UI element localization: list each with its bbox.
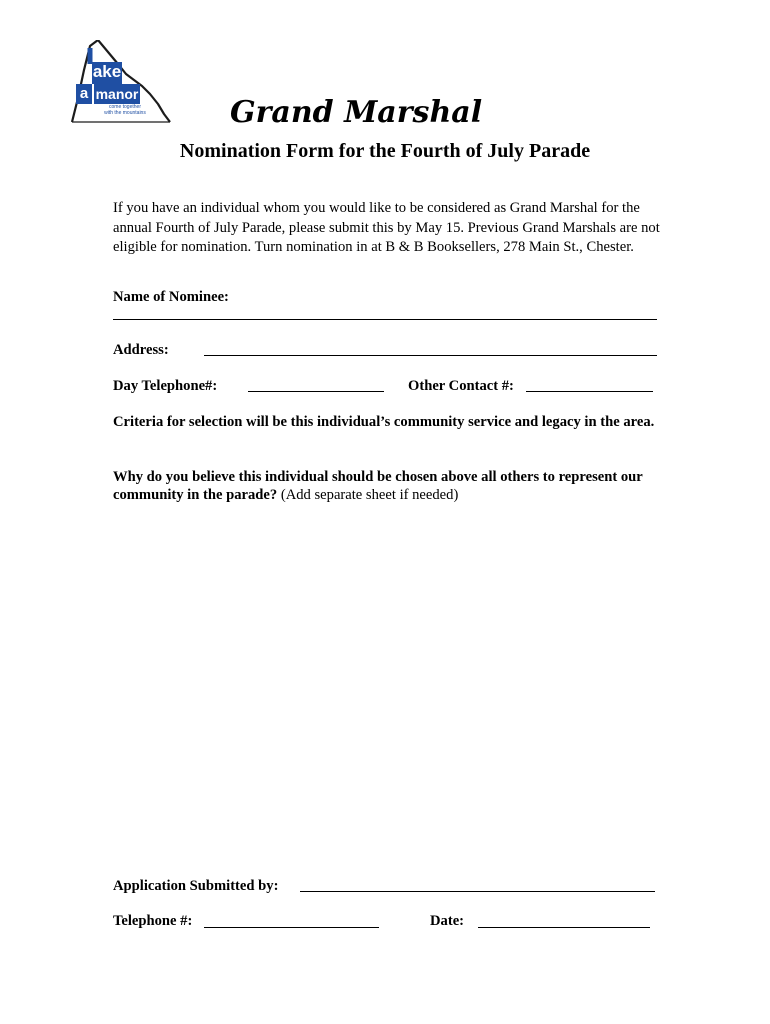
- intro-paragraph: If you have an individual whom you would like to be considered as Grand Marshal for the annual Fourth of July Parade, please submit this by May 15. Previous Grand Marshals are not eligible for nomination. Turn nomination in at B & B Booksellers, 278 Main St., Chester.: [113, 200, 660, 255]
- date-field[interactable]: [478, 927, 650, 928]
- logo-line1: ake: [92, 62, 122, 81]
- nominee-label: Name of Nominee:: [113, 289, 229, 305]
- logo-line2: manor: [95, 86, 139, 102]
- telephone-label: Telephone #:: [113, 913, 193, 929]
- page-title: Grand Marshal: [230, 95, 483, 130]
- date-label: Date:: [430, 913, 465, 929]
- logo-letter-a: a: [79, 85, 89, 102]
- why-answer-area[interactable]: [113, 510, 661, 860]
- criteria-text: Criteria for selection will be this individual’s community service and legacy in the area.: [113, 414, 655, 430]
- day-telephone-field[interactable]: [248, 391, 384, 392]
- why-note: (Add separate sheet if needed): [280, 487, 459, 503]
- day-telephone-label: Day Telephone#:: [113, 378, 218, 394]
- why-paragraph: [113, 468, 661, 504]
- other-contact-field[interactable]: [526, 391, 653, 392]
- telephone-field[interactable]: [204, 927, 379, 928]
- logo-tagline1: come together: [109, 104, 141, 110]
- address-field[interactable]: [204, 355, 657, 356]
- logo-tagline2: with the mountains: [104, 110, 146, 116]
- page-subtitle: Nomination Form for the Fourth of July Parade: [179, 140, 591, 162]
- address-label: Address:: [113, 342, 169, 358]
- why-question: Why do you believe this individual should be chosen above all others to represent our community in the parade?: [113, 469, 643, 503]
- lake-almanor-logo: [70, 40, 174, 126]
- submitted-by-field[interactable]: [300, 891, 655, 892]
- other-contact-label: Other Contact #:: [408, 378, 514, 394]
- nominee-field[interactable]: [113, 319, 657, 320]
- submitted-by-label: Application Submitted by:: [113, 878, 279, 894]
